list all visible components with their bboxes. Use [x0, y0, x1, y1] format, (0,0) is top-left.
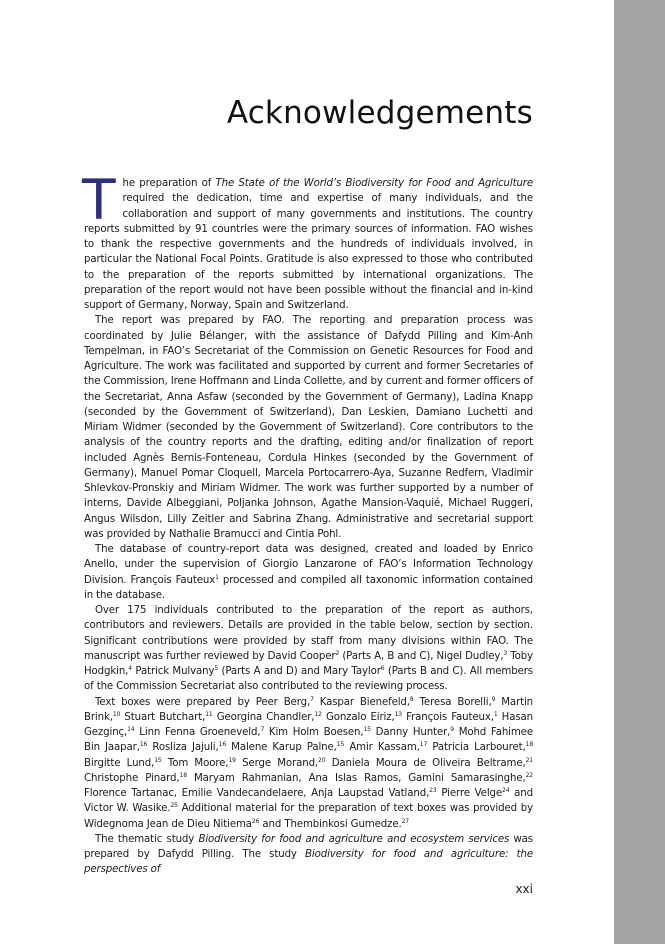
page-title: Acknowledgements: [226, 94, 533, 131]
report-title-italic: The State of the World’s Biodiversity for Food and Agriculture: [215, 178, 533, 189]
footnote-ref: 7: [260, 726, 265, 733]
footnote-ref: 20: [318, 756, 326, 764]
footnote-ref: 14: [127, 726, 135, 733]
footnote-ref: 3: [503, 649, 508, 657]
footnote-ref: 26: [251, 817, 260, 825]
paragraph-text-boxes: Text boxes were prepared by Peer Berg,$^7$ Kaspar Bienefeld,$^8$ Teresa Borelli,$^9$ Martin Brink,$^{10}$ Stuart Butchart,$^{11}$ Georgina Chandler,$^{12}$ Gonzalo Eiriz,$^{13}$ François Fauteux,$^1$ Hasan Gezginç,$^{14}$ Linn Fenna Groeneveld,$^7$ Kim Holm Boesen,$^{15}$ Danny Hunter,$^9$ Mohd Fahimee Bin Jaapar,$^{16}$ Rosliza Jajuli,$^{16}$ Malene Karup Palne,$^{15}$ Amir Kassam,$^{17}$ Patricia Larbouret,$^{18}$ Birgitte Lund,$^{15}$ Tom Moore,$^{19}$ Serge Morand,$^{20}$ Daniela Moura de Oliveira Beltrame,$^{21}$ Christophe Pinard,$^{18}$ Maryam Rahmanian, Ana Islas Ramos, Gamini Samarasinghe,$^{22}$ Florence Tartanac, Emilie Vandecandelaere, Anja Laupstad Vatland,$^{23}$ Pierre Velge$^{24}$ and Victor W. Wasike.$^{25}$ Additional material for the preparation of text boxes was provided by Widegnoma Jean de Dieu Nitiema$^{26}$ and Thembinkosi Gumedze.$^{27}$: [84, 695, 534, 830]
footnote-ref: 5: [214, 665, 219, 672]
page-edge-band: [614, 0, 665, 944]
body-text: [82, 168, 534, 878]
footnote-ref: 10: [112, 710, 121, 718]
footnote-ref: 18: [179, 771, 187, 779]
footnote-ref: 27: [401, 817, 409, 825]
footnote-ref: 16: [139, 741, 148, 749]
footnote-ref: 1: [215, 573, 219, 581]
footnote-ref: 18: [525, 741, 534, 749]
footnote-ref: 15: [154, 756, 162, 764]
text-span: he preparation of: [122, 178, 216, 189]
drop-cap: T: [82, 168, 116, 232]
footnote-ref: 11: [205, 710, 213, 718]
paragraph-thematic-study: The thematic study Biodiversity for food and agriculture and ecosystem services was prepared by Dafydd Pilling. The study Biodiversity for food and agriculture: the perspectives of: [84, 833, 533, 876]
footnote-ref: 7: [310, 695, 314, 703]
paragraph-database: The database of country-report data was designed, created and loaded by Enrico Anello, under the supervision of Giorgio Lanzarone of FAO’s Information Technology Division. François Fauteux$^1$ processed and compiled all taxonomic information contained in the database.: [84, 544, 533, 601]
study-title-italic: Biodiversity for food and agriculture: the perspectives of: [84, 849, 533, 876]
footnote-ref: 24: [502, 787, 510, 794]
paragraph-contributors: Over 175 individuals contributed to the preparation of the report as authors, contributors and reviewers. Details are provided in the table below, section by section. Significant contributions were provided by staff from many divisions within FAO. The manuscript was further reviewed by David Cooper$^2$ (Parts A, B and C), Nigel Dudley,$^3$ Toby Hodgkin,$^4$ Patrick Mulvany$^5$ (Parts A and D) and Mary Taylor$^6$ (Parts B and C). All members of the Commission Secretariat also contributed to the reviewing process.: [84, 605, 533, 693]
text-span: required the dedication, time and expertise of many individuals, and the collaboration and support of many governments and institutions. The country reports submitted by 91 countries were the primary sources of information. FAO wishes to thank the respective governments and the hundreds of individuals involved, in particular the National Focal Points. Gratitude is also expressed to those who contributed to the preparation of the reports submitted by international organizations. The preparation of the report would not have been possible without the financial and in-kind support of Germany, Norway, Spain and Switzerland.: [84, 193, 533, 311]
footnote-ref: 6: [380, 665, 385, 672]
paragraph-preparation: The report was prepared by FAO. The reporting and preparation process was coordinated by Julie Bélanger, with the assistance of Dafydd Pilling and Kim-Anh Tempelman, in FAO’s Secretariat of the Commission on Genetic Resources for Food and Agriculture. The work was facilitated and supported by current and former Secretaries of the Commission, Irene Hoffmann and Linda Collette, and by current and former officers of the Secretariat, Anna Asfaw (seconded by the Government of Germany), Ladina Knapp (seconded by the Government of Switzerland), Dan Leskien, Damiano Luchetti and Miriam Widmer (seconded by the Government of Switzerland). Core contributors to the analysis of the country reports and the drafting, editing and/or finalization of report included Agnès Bernis-Fonteneau, Cordula Hinkes (seconded by the Government of Germany), Manuel Pomar Cloquell, Marcela Portocarrero-Aya, Suzanne Redfern, Vladimir Shlevkov-Pronskiy and Miriam Widmer. The work was further supported by a number of interns, Davide Albeggiani, Poljanka Johnson, Agathe Mansion-Vaquié, Michael Ruggeri, Angus Wilsdon, Lilly Zeitler and Sabrina Zhang. Administrative and secretarial support was provided by Nathalie Bramucci and Cintia Pohl.: [84, 315, 533, 540]
footnote-ref: 25: [170, 802, 178, 810]
footnote-ref: 9: [450, 726, 454, 733]
footnote-ref: 4: [128, 665, 132, 672]
footnote-ref: 16: [218, 741, 227, 749]
footnote-ref: 9: [491, 695, 496, 703]
footnote-ref: 21: [525, 756, 533, 764]
footnote-ref: 12: [314, 710, 322, 718]
page-number: xxi: [515, 882, 533, 896]
footnote-ref: 15: [363, 726, 371, 733]
paragraph-intro: [82, 168, 533, 313]
footnote-ref: 17: [419, 741, 428, 749]
footnote-ref: 23: [429, 787, 437, 794]
footnote-ref: 22: [525, 771, 533, 779]
footnote-ref: 13: [394, 710, 402, 718]
footnote-ref: 19: [228, 756, 236, 764]
footnote-ref: 15: [336, 741, 345, 749]
footnote-ref: 1: [493, 710, 498, 718]
footnote-ref: 8: [409, 695, 414, 703]
study-title-italic: Biodiversity for food and agriculture and ecosystem services: [198, 833, 510, 845]
footnote-ref: 2: [335, 649, 340, 657]
